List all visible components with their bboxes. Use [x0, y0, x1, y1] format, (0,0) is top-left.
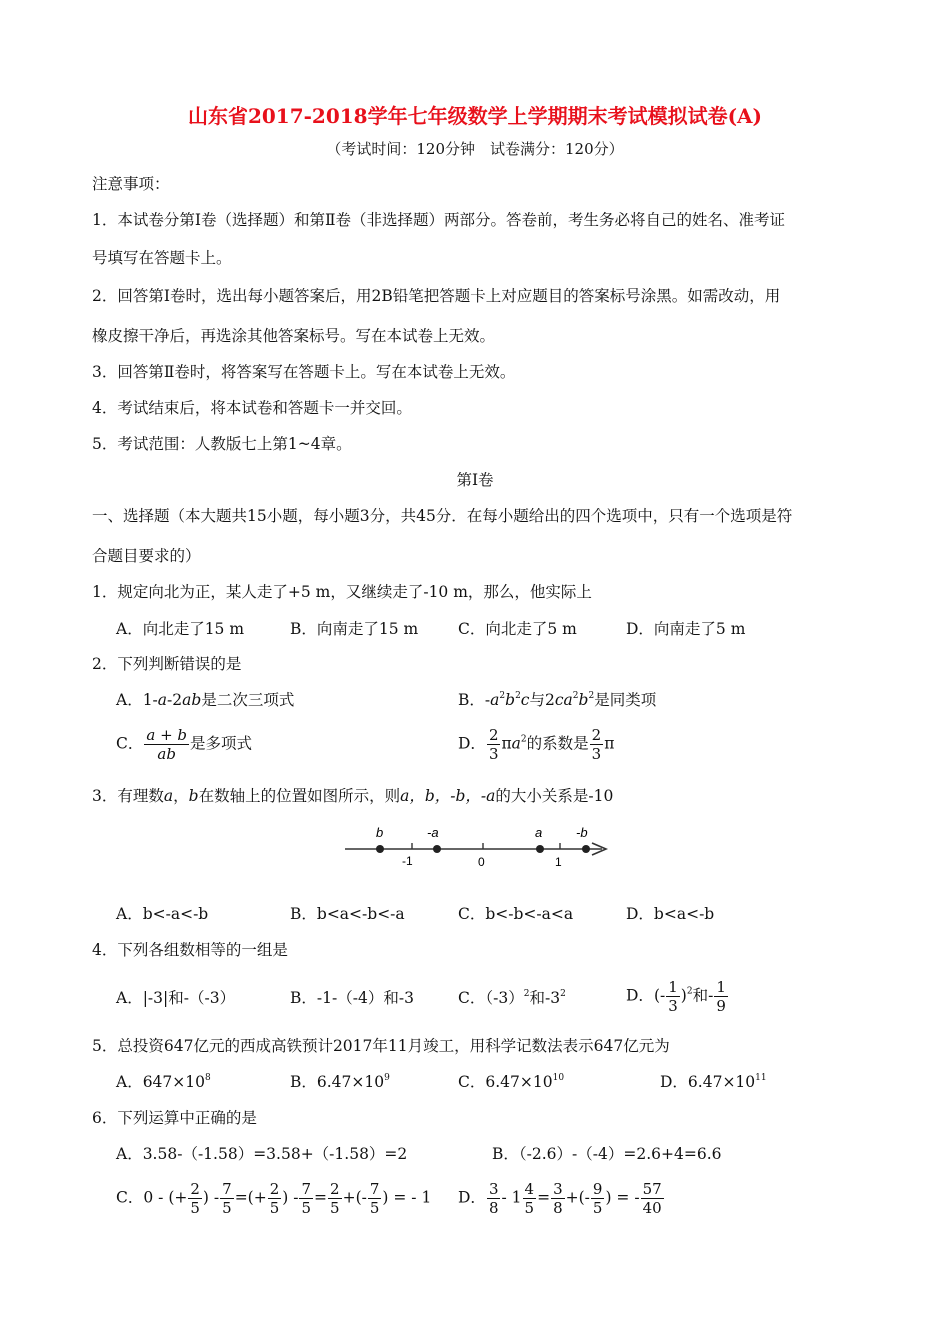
q4-stem: 4．下列各组数相等的一组是 [92, 941, 288, 959]
fraction: $\frac{3}{8}$ [488, 1180, 499, 1217]
number-line-figure [340, 822, 615, 872]
point-neg-b [582, 845, 590, 853]
tick-label-0: 0 [478, 855, 485, 869]
point-b [376, 845, 384, 853]
q4-option-a: A．|-3|和-（-3） [116, 989, 236, 1007]
q4-option-d: D．(- $\frac{1}{3}$ )$^2$和- $\frac{1}{9}$ [626, 978, 726, 1015]
point-label-neg-a: -a [427, 825, 439, 840]
q1-option-a: A．向北走了15 m [116, 620, 245, 638]
point-label-neg-b: -b [576, 825, 588, 840]
notice-line-3: 2．回答第Ⅰ卷时，选出每小题答案后，用2B铅笔把答题卡上对应题目的答案标号涂黑。如需改动，用 [92, 287, 781, 305]
q1-stem: 1．规定向北为正，某人走了+5 m，又继续走了-10 m，那么，他实际上 [92, 583, 592, 601]
q6-stem: 6．下列运算中正确的是 [92, 1109, 257, 1127]
fraction: $\frac{7}{5}$ [301, 1180, 312, 1217]
fraction: $\frac{4}{5}$ [524, 1180, 535, 1217]
section-intro-2: 合题目要求的） [92, 547, 201, 565]
q5-option-b: B．$6.47\times 10^9$ [290, 1073, 390, 1091]
notice-heading: 注意事项： [92, 175, 170, 193]
q5-option-c: C．$6.47\times 10^{10}$ [458, 1073, 565, 1091]
q3-option-a: A．b<-a<-b [116, 905, 209, 923]
fraction: $\frac{2}{5}$ [190, 1180, 200, 1217]
q3-stem: 3．有理数a，b在数轴上的位置如图所示，则a，b，-b，-a的大小关系是-10 [92, 787, 614, 805]
q2-option-c: C． $\frac{a + b}{ab}$ 是多项式 [116, 726, 253, 763]
exam-title: 山东省2017-2018学年七年级数学上学期期末考试模拟试卷(A) [187, 104, 763, 128]
q2-option-b: B．$-a^2b^2c$与$2ca^2b^2$是同类项 [458, 691, 657, 709]
q1-option-c: C．向北走了5 m [458, 620, 577, 638]
fraction: $\frac{3}{8}$ [553, 1180, 563, 1217]
fraction: $\frac{57}{40}$ [642, 1180, 662, 1217]
fraction: $\frac{2}{3}$ [488, 726, 499, 763]
q6-option-b: B．（-2.6）-（-4）=2.6+4=6.6 [492, 1145, 722, 1163]
point-neg-a [433, 845, 441, 853]
q4-option-c: C．$(-3)^2$和$-3^2$ [458, 989, 566, 1007]
q1-option-b: B．向南走了15 m [290, 620, 419, 638]
fraction: $\frac{2}{5}$ [269, 1180, 280, 1217]
fraction: $\frac{7}{5}$ [369, 1180, 380, 1217]
notice-line-4: 橡皮擦干净后，再选涂其他答案标号。写在本试卷上无效。 [92, 327, 496, 345]
tick-label-neg-1: -1 [402, 854, 413, 868]
q6-option-a: A．3.58-（-1.58）=3.58+（-1.58）=2 [116, 1145, 408, 1163]
q3-option-b: B．b<a<-b<-a [290, 905, 405, 923]
fraction: $\frac{a + b}{ab}$ [146, 726, 188, 763]
q1-option-d: D．向南走了5 m [626, 620, 746, 638]
q5-stem: 5．总投资647亿元的西成高铁预计2017年11月竣工，用科学记数法表示647亿元为 [92, 1037, 670, 1055]
notice-line-1: 1．本试卷分第Ⅰ卷（选择题）和第Ⅱ卷（非选择题）两部分。答卷前，考生务必将自己的姓名、准考证 [92, 211, 786, 229]
fraction: $\frac{9}{5}$ [592, 1180, 603, 1217]
fraction: $\frac{2}{3}$ [591, 726, 602, 763]
notice-line-2: 号填写在答题卡上。 [92, 249, 232, 267]
fraction: $\frac{1}{3}$ [668, 978, 678, 1015]
notice-line-5: 3．回答第Ⅱ卷时，将答案写在答题卡上。写在本试卷上无效。 [92, 363, 516, 381]
q6-option-d: D． $\frac{3}{8}$ - 1 $\frac{4}{5}$ = $\frac{3}{8}$ +(- $\frac{9}{5}$ ) = - $\frac{57}{40}$ [458, 1180, 662, 1217]
exam-subtitle: （考试时间：120分钟 试卷满分：120分） [326, 140, 624, 158]
q2-option-a: A．1-a-2ab是二次三项式 [116, 691, 295, 709]
q5-option-d: D．$6.47\times 10^{11}$ [660, 1073, 767, 1091]
q2-option-d: D． $\frac{2}{3}$ $\pi a^2$的系数是 $\frac{2}{3}$ π [458, 726, 615, 763]
section-intro-1: 一、选择题（本大题共15小题，每小题3分，共45分．在每小题给出的四个选项中，只有一个选项是符 [92, 507, 793, 525]
q5-option-a: A．$647\times 10^8$ [116, 1073, 211, 1091]
q3-option-c: C．b<-b<-a<a [458, 905, 574, 923]
notice-line-6: 4．考试结束后，将本试卷和答题卡一并交回。 [92, 399, 412, 417]
volume-heading: 第Ⅰ卷 [456, 471, 494, 489]
point-label-b: b [376, 825, 384, 840]
q4-option-b: B．-1-（-4）和-3 [290, 989, 414, 1007]
fraction: $\frac{1}{9}$ [716, 978, 726, 1015]
fraction: $\frac{2}{5}$ [330, 1180, 340, 1217]
tick-label-1: 1 [555, 855, 562, 869]
q6-option-c: C．0 - (+ $\frac{2}{5}$ ) - $\frac{7}{5}$ =(+ $\frac{2}{5}$ ) - $\frac{7}{5}$ = $\frac{2}{5}$ +(- $\frac{7}{5}$ ) = - 1 [116, 1180, 432, 1217]
point-a [536, 845, 544, 853]
point-label-a: a [535, 825, 543, 840]
q3-option-d: D．b<a<-b [626, 905, 715, 923]
q2-stem: 2．下列判断错误的是 [92, 655, 242, 673]
notice-line-7: 5．考试范围：人教版七上第1~4章。 [92, 435, 352, 453]
fraction: $\frac{7}{5}$ [222, 1180, 232, 1217]
